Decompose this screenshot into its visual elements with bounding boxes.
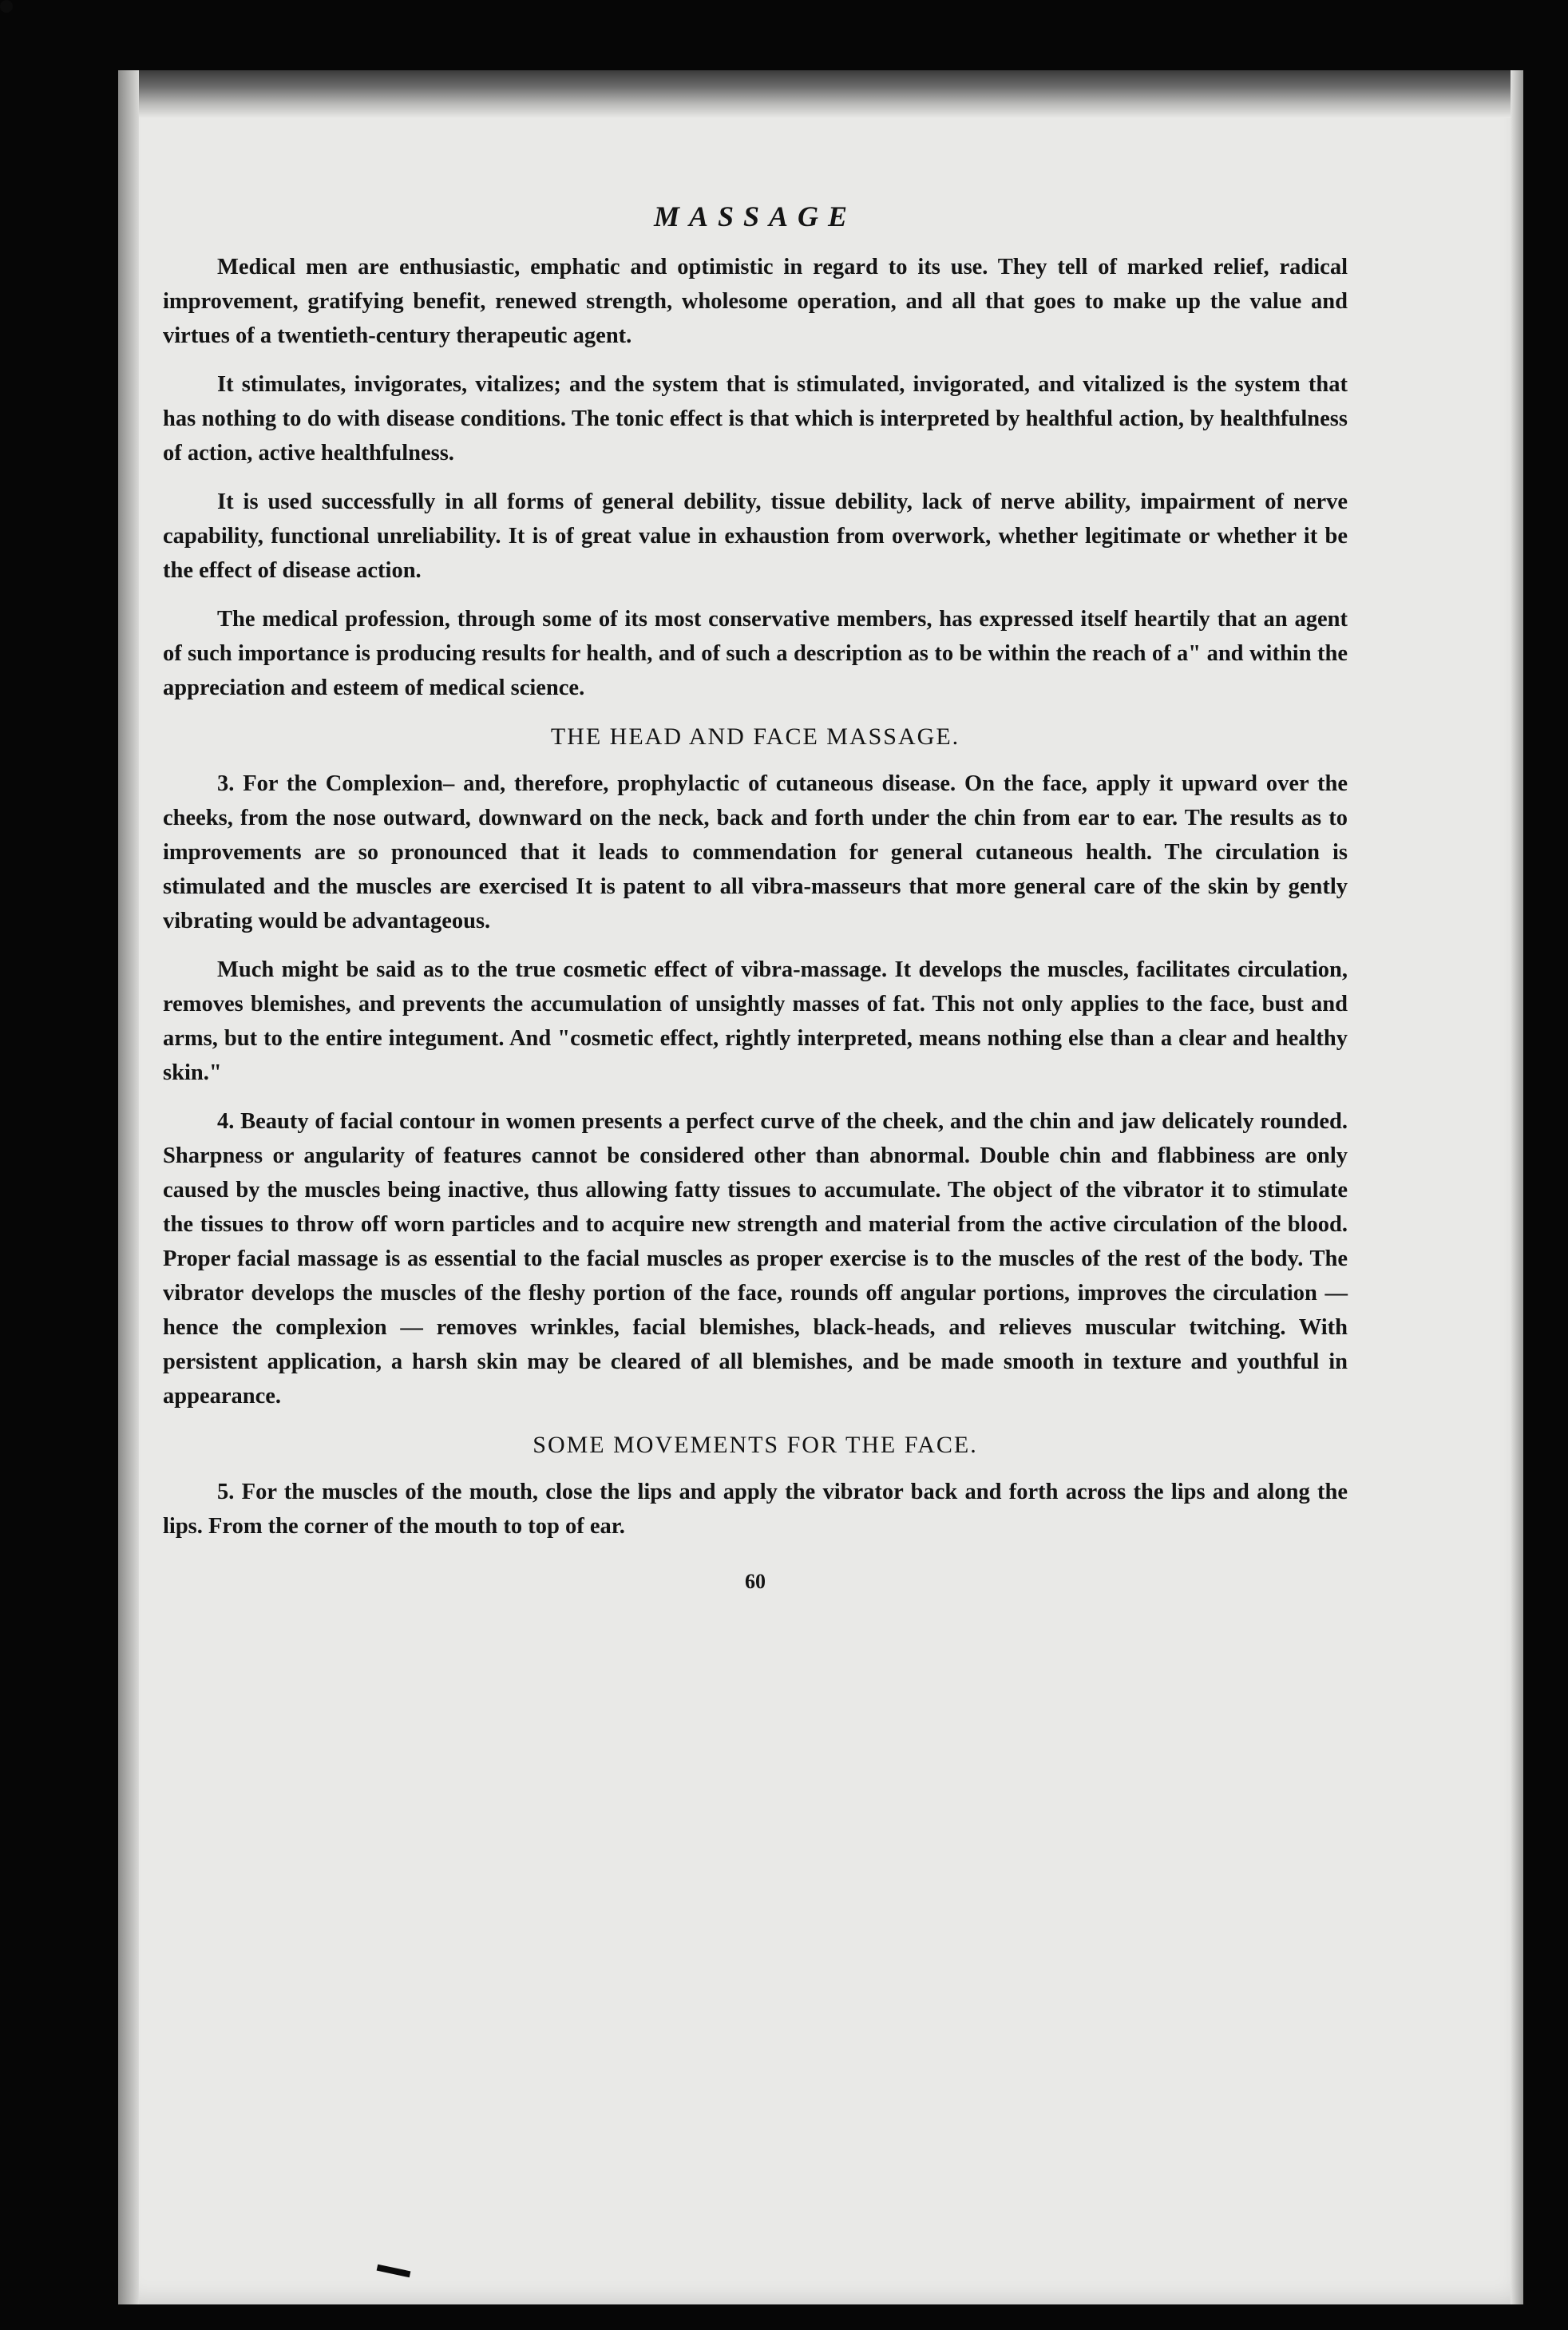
page-top-shadow bbox=[118, 70, 1523, 118]
section-heading-head-face: THE HEAD AND FACE MASSAGE. bbox=[550, 723, 960, 750]
movements-paragraph-1: 5. For the muscles of the mouth, close the lips and apply the vibrator back and forth across the lips and along the lips. From the corner of the mouth to top of ear. bbox=[163, 1480, 1348, 1539]
head-face-paragraph-3: 4. Beauty of facial contour in women presents a perfect curve of the cheek, and the chin and jaw delicately rounded. Sharpness or angularity of features cannot be considered other than abnormal. Double chin and flabbiness are only caused by the muscles being inactive, thus allowing fatty tissues to accumulate. The object of the vibrator it to stimulate the tissues to throw off worn particles and to acquire new strength and material from the active circulation of the blood. Proper facial massage is as essential to the facial muscles as proper exercise is to the muscles of the rest of the body. The vibrator develops the muscles of the fleshy portion of the face, rounds off angular portions, improves the circulation — hence the complexion — removes wrinkles, facial blemishes, black-heads, and relieves muscular twitching. With persistent application, a harsh skin may be cleared of all blemishes, and be made smooth in texture and youthful in appearance. bbox=[163, 1109, 1348, 1409]
page-number: 60 bbox=[745, 1570, 766, 1593]
page-left-edge bbox=[118, 70, 139, 2304]
page-title: MASSAGE bbox=[653, 200, 857, 232]
intro-paragraph-1: Medical men are enthusiastic, emphatic and optimistic in regard to its use. They tell of marked relief, radical improvement, gratifying benefit, renewed strength, wholesome operation, and all that goes to make up the value and virtues of a twentieth-century therapeutic agent. bbox=[163, 255, 1348, 348]
section-heading-movements: SOME MOVEMENTS FOR THE FACE. bbox=[533, 1432, 978, 1458]
intro-paragraph-2: It stimulates, invigorates, vitalizes; and the system that is stimulated, invigorated, and vitalized is the system that has nothing to do with disease conditions. The tonic effect is that which is interpreted by healthful action, by healthfulness of action, active healthfulness. bbox=[163, 372, 1348, 466]
scan-speck bbox=[0, 0, 13, 13]
head-face-paragraph-1: 3. For the Complexion– and, therefore, prophylactic of cutaneous disease. On the face, apply it upward over the cheeks, from the nose outward, downward on the neck, back and forth under the chin from ear to ear. The results as to improvements are so pronounced that it leads to commendation for general cutaneous health. The circulation is stimulated and the muscles are exercised It is patent to all vibra-masseurs that more general care of the skin by gently vibrating would be advantageous. bbox=[163, 771, 1348, 933]
page-text bbox=[163, 200, 1348, 1599]
intro-paragraph-3: It is used successfully in all forms of general debility, tissue debility, lack of nerve ability, impairment of nerve capability, functional unreliability. It is of great value in exhaustion from overwork, whether legitimate or whether it be the effect of disease action. bbox=[163, 489, 1348, 583]
head-face-paragraph-2: Much might be said as to the true cosmetic effect of vibra-massage. It develops the muscles, facilitates circulation, removes blemishes, and prevents the accumulation of unsightly masses of fat. This not only applies to the face, bust and arms, but to the entire integument. And "cosmetic effect, rightly interpreted, means nothing else than a clear and healthy skin." bbox=[163, 957, 1348, 1085]
intro-paragraph-4: The medical profession, through some of its most conservative members, has expressed itself heartily that an agent of such importance is producing results for health, and of such a description as to be within the reach of a" and within the appreciation and esteem of medical science. bbox=[163, 607, 1348, 700]
page-right-edge bbox=[1511, 70, 1523, 2304]
